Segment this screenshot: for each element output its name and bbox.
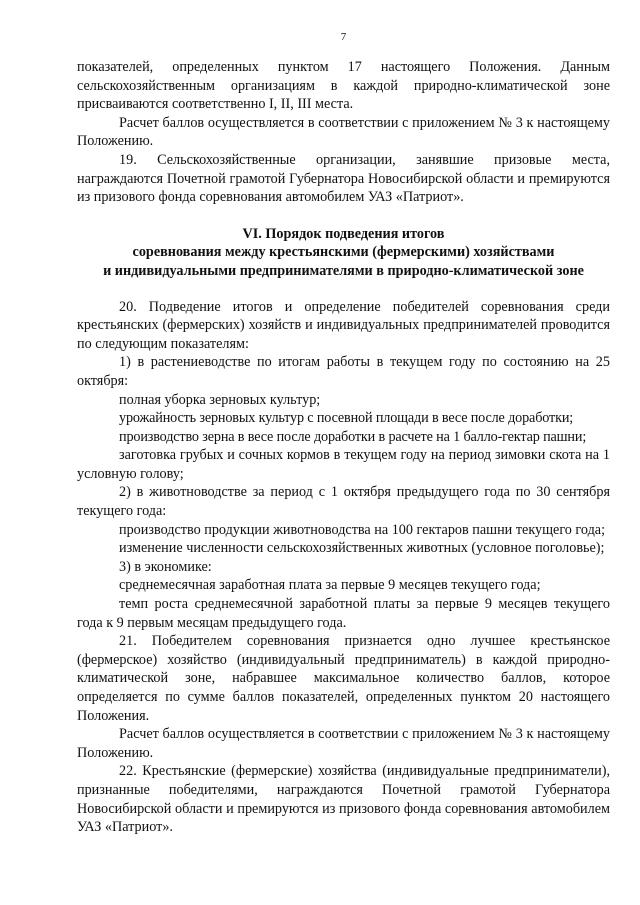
list-item-crop-production: 1) в растениеводстве по итогам работы в текущем году по состоянию на 25 октября: [77, 354, 610, 389]
section-heading-line-1: VI. Порядок подведения итогов [242, 225, 445, 242]
paragraph-continuation: показателей, определенных пунктом 17 настоящего Положения. Данным сельскохозяйственным организациям в каждой природно-климатической зоне присваиваются соответственно I, II, III места. [77, 59, 610, 113]
list-subitem: среднемесячная заработная плата за первые 9 месяцев текущего года; [119, 577, 541, 594]
list-subitem: урожайность зерновых культур с посевной площади в весе после доработки; [119, 410, 574, 427]
section-heading [77, 225, 610, 281]
section-heading-line-2: соревнования между крестьянскими (фермерскими) хозяйствами [132, 244, 555, 261]
section-heading-line-3: и индивидуальными предпринимателями в природно-климатической зоне [103, 262, 584, 279]
paragraph-19: 19. Сельскохозяйственные организации, занявшие призовые места, награждаются Почетной грамотой Губернатора Новосибирской области и премируются из призового фонда соревнования автомобилем УАЗ «Патриот». [77, 151, 610, 206]
page-number: 7 [340, 31, 347, 43]
list-subitem: заготовка грубых и сочных кормов в текущем году на период зимовки скота на 1 условную голову; [77, 447, 610, 482]
list-subitem: производство продукции животноводства на 100 гектаров пашни текущего года; [119, 521, 606, 538]
list-item-livestock: 2) в животноводстве за период с 1 октября предыдущего года по 30 сентября текущего года: [77, 484, 610, 520]
paragraph-21: 21. Победителем соревнования признается одно лучшее крестьянское (фермерское) хозяйство (индивидуальный предприниматель) в каждой природно-климатической зоне, набравшее максимальное количество баллов, которое определяется по сумме баллов показателей, определенных пунктом 20 настоящего Положения. [77, 633, 610, 724]
list-subitem: темп роста среднемесячной заработной платы за первые 9 месяцев текущего года к 9 первым месяцам предыдущего года. [77, 596, 610, 631]
list-item-economy: 3) в экономике: [119, 558, 212, 575]
list-subitem: производство зерна в весе после доработки в расчете на 1 балло-гектар пашни; [119, 428, 587, 445]
paragraph-calculation-ref: Расчет баллов осуществляется в соответствии с приложением № 3 к настоящему Положению. [77, 114, 610, 150]
paragraph-22: 22. Крестьянские (фермерские) хозяйства (индивидуальные предприниматели), признанные победителями, награждаются Почетной грамотой Губернатора Новосибирской области и премируются из призового фонда соревнования автомобилем УАЗ «Патриот». [77, 763, 610, 836]
list-subitem: изменение численности сельскохозяйственных животных (условное поголовье); [119, 540, 605, 557]
paragraph-20: 20. Подведение итогов и определение победителей соревнования среди крестьянских (фермерских) хозяйств и индивидуальных предпринимателей проводится по следующим показателям: [77, 298, 610, 352]
list-subitem: полная уборка зерновых культур; [119, 391, 321, 408]
paragraph-calculation-ref: Расчет баллов осуществляется в соответствии с приложением № 3 к настоящему Положению. [77, 726, 610, 761]
